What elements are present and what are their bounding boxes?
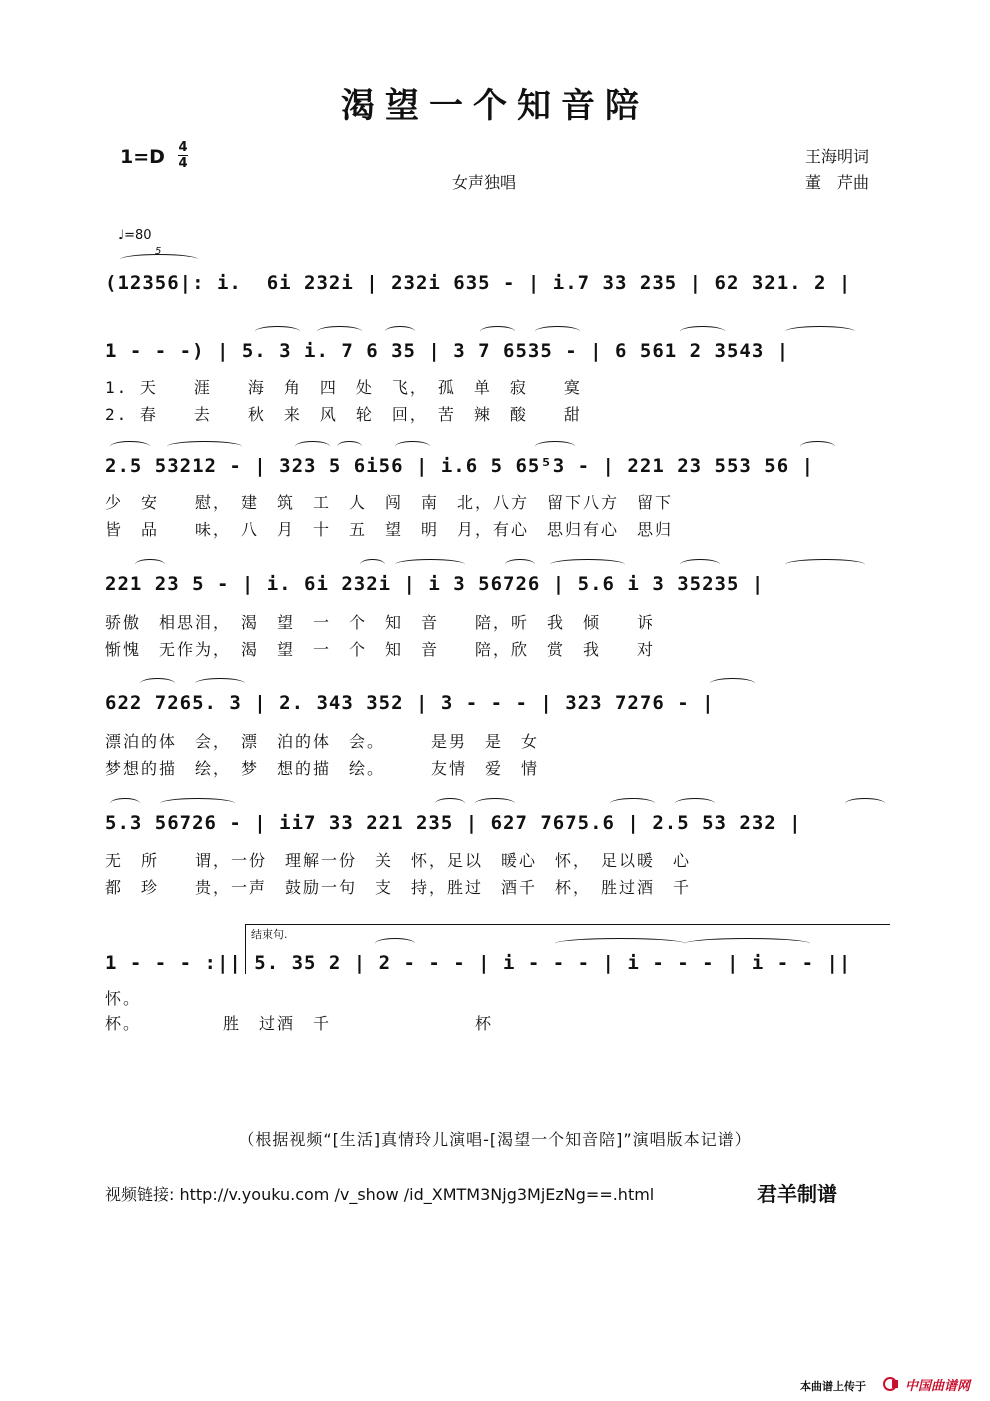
notes-row-1: (12356|: i. 6i 232i | 232i 635 - | i.7 33 235 | 62 321. 2 | <box>105 272 852 294</box>
slur <box>110 798 140 809</box>
slur <box>435 798 465 809</box>
lyrics-row-7-verse-1: 怀。 <box>105 989 142 1008</box>
time-signature-bottom: 4 <box>178 156 188 171</box>
slur <box>337 441 362 452</box>
slur <box>480 326 515 337</box>
video-link: 视频链接: http://v.youku.com /v_show /id_XMTM3Njg3MjEzNg==.html <box>105 1185 655 1204</box>
staff-row-7 <box>105 952 895 992</box>
upload-text: 本曲谱上传于 <box>800 1380 866 1393</box>
slur <box>680 559 720 570</box>
slur <box>610 798 655 809</box>
lyrics-row-5-verse-2: 梦想的描 绘， 梦 想的描 绘。 友情 爱 情 <box>105 759 540 778</box>
ending-bracket <box>245 924 890 926</box>
song-title: 渴望一个知音陪 <box>341 86 649 126</box>
slur <box>535 326 580 337</box>
notes-row-2: 1 - - -) | 5. 3 i. 7 6 35 | 3 7 6535 - | 6 561 2 3543 | <box>105 340 790 362</box>
ending-label: 结束句. <box>251 928 288 941</box>
lyricist-credit: 王海明词 <box>805 147 870 166</box>
staff-row-3 <box>105 455 895 495</box>
lyrics-row-2-verse-2: 2. 春 去 秋 来 风 轮 回， 苦 辣 酸 甜 <box>105 405 582 424</box>
tempo-marking: ♩=80 <box>118 228 152 243</box>
slur <box>195 678 245 689</box>
notes-row-3: 2.5 53212 - | 323 5 6i56 | i.6 5 65⁵3 - | 221 23 553 56 | <box>105 455 815 477</box>
tuplet-mark: 5 <box>155 246 162 257</box>
slur <box>680 326 725 337</box>
lyrics-row-6-verse-2: 都 珍 贵，一声 鼓励一句 支 持，胜过 酒千 杯， 胜过酒 千 <box>105 878 692 897</box>
slur <box>110 441 150 452</box>
slur <box>135 559 165 570</box>
slur <box>785 559 865 570</box>
site-logo-icon <box>883 1377 899 1391</box>
notes-row-4: 221 23 5 - | i. 6i 232i | i 3 56726 | 5.6 i 3 35235 | <box>105 573 765 595</box>
lyrics-row-2-verse-1: 1. 天 涯 海 角 四 处 飞， 孤 单 寂 寞 <box>105 378 582 397</box>
slur <box>395 559 465 570</box>
slur <box>675 798 715 809</box>
lyrics-row-6-verse-1: 无 所 谓，一份 理解一份 关 怀，足以 暖心 怀， 足以暖 心 <box>105 851 692 870</box>
lyrics-row-3-verse-1: 少 安 慰， 建 筑 工 人 闯 南 北，八方 留下八方 留下 <box>105 493 674 512</box>
slur <box>550 559 625 570</box>
slur <box>535 441 575 452</box>
lyrics-row-5-verse-1: 漂泊的体 会， 漂 泊的体 会。 是男 是 女 <box>105 732 540 751</box>
site-name[interactable]: 中国曲谱网 <box>905 1379 971 1394</box>
slur <box>845 798 885 809</box>
slur <box>385 326 415 337</box>
slur <box>295 441 330 452</box>
notes-row-6: 5.3 56726 - | ii7 33 221 235 | 627 7675.6 | 2.5 53 232 | <box>105 812 802 834</box>
slur <box>375 938 415 949</box>
time-signature <box>178 140 188 171</box>
transcriber-signature: 君羊制谱 <box>757 1182 837 1206</box>
slur <box>505 559 535 570</box>
lyrics-row-7-verse-2: 杯。 胜 过酒 千 杯 <box>105 1014 494 1033</box>
slur <box>317 326 362 337</box>
tie <box>685 938 810 949</box>
lyrics-row-3-verse-2: 皆 品 味， 八 月 十 五 望 明 月，有心 思归有心 思归 <box>105 520 674 539</box>
slur <box>800 441 835 452</box>
slur <box>785 326 855 337</box>
slur <box>160 798 235 809</box>
slur <box>360 559 385 570</box>
tie <box>555 938 685 949</box>
slur <box>710 678 755 689</box>
lyrics-row-4-verse-2: 惭愧 无作为， 渴 望 一 个 知 音 陪，欣 赏 我 对 <box>105 640 656 659</box>
composer-credit: 董 芹曲 <box>805 173 870 192</box>
tuplet-slur <box>120 254 198 265</box>
staff-row-5 <box>105 692 895 732</box>
slur <box>167 441 242 452</box>
notes-row-7: 1 - - - :|| 5. 35 2 | 2 - - - | i - - - | i - - - | i - - || <box>105 952 852 974</box>
staff-row-6 <box>105 812 895 852</box>
slur <box>475 798 515 809</box>
lyrics-row-4-verse-1: 骄傲 相思泪， 渴 望 一 个 知 音 陪，听 我 倾 诉 <box>105 613 656 632</box>
staff-row-1 <box>105 272 895 312</box>
performance-type: 女声独唱 <box>452 173 517 192</box>
time-signature-top: 4 <box>178 140 188 155</box>
notes-row-5: 622 7265. 3 | 2. 343 352 | 3 - - - | 323 7276 - | <box>105 692 715 714</box>
staff-row-2 <box>105 340 895 380</box>
source-footnote: （根据视频“[生活]真情玲儿演唱-[渴望一个知音陪]”演唱版本记谱） <box>238 1130 752 1149</box>
slur <box>140 678 175 689</box>
slur <box>395 441 430 452</box>
key-signature: 1=D <box>120 146 165 168</box>
staff-row-4 <box>105 573 895 613</box>
slur <box>255 326 300 337</box>
